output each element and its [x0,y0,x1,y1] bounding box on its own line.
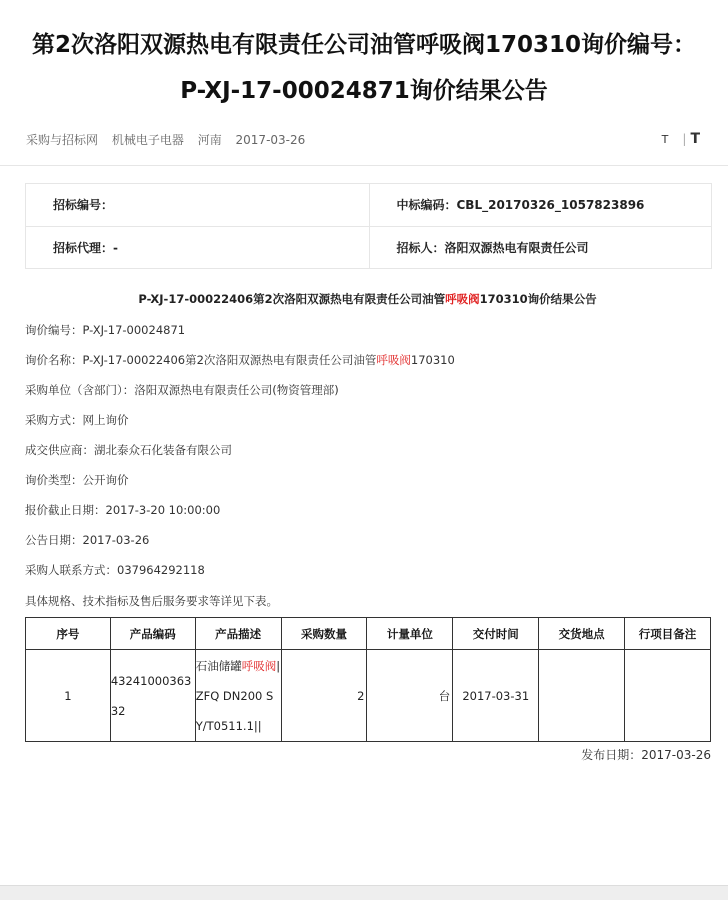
page-title [20,0,708,114]
font-separator: | [682,132,687,146]
th-seq: 序号 [26,618,111,650]
field-inquiry-name [25,352,455,368]
bid-info-box [25,183,712,269]
field-contact: 采购人联系方式：037964292118 [25,563,205,577]
field-details: 具体规格、技术指标及售后服务要求等详见下表。 [25,594,278,608]
font-big-button[interactable]: T [690,131,700,147]
inquiry-name-highlight: 呼吸阀 [376,353,411,367]
th-delivery: 交付时间 [453,618,539,650]
font-small-button[interactable]: T [661,133,669,146]
meta-bar [26,131,710,148]
field-purchaser: 采购单位（含部门）：洛阳双源热电有限责任公司(物资管理部) [25,383,339,397]
cell-desc [195,650,281,742]
notice-title-highlight: 呼吸阀 [445,292,480,306]
cell-qty: 2 [281,650,367,742]
th-remark: 行项目备注 [625,618,711,650]
field-inquiry-no: 询价编号：P-XJ-17-00024871 [25,323,186,337]
inquiry-name-post: 170310 [410,353,455,367]
th-location: 交货地点 [539,618,625,650]
cell-location [539,650,625,742]
notice-title-pre: P-XJ-17-00022406第2次洛阳双源热电有限责任公司油管 [138,292,446,306]
meta-source-link[interactable]: 采购与招标网 [26,133,99,147]
inquiry-name-pre: 询价名称：P-XJ-17-00022406第2次洛阳双源热电有限责任公司油管 [25,353,377,367]
th-qty: 采购数量 [281,618,367,650]
title-line-1: 第2次洛阳双源热电有限责任公司油管呼吸阀170310询价编号： [31,32,697,58]
bid-agent: 招标代理：- [53,241,118,255]
meta-date: 2017-03-26 [235,133,306,147]
field-announce-date: 公告日期：2017-03-26 [25,533,150,547]
field-method: 采购方式：网上询价 [25,413,129,427]
cell-unit: 台 [367,650,453,742]
cell-delivery: 2017-03-31 [453,650,539,742]
field-type: 询价类型：公开询价 [25,473,129,487]
cell-seq: 1 [26,650,111,742]
cell-remark [625,650,711,742]
items-table [25,617,711,742]
table-row [26,650,711,742]
win-code: 中标编码：CBL_20170326_1057823896 [369,184,712,226]
cell-code: 4324100036332 [110,650,195,742]
field-deadline: 报价截止日期：2017-3-20 10:00:00 [25,503,221,517]
desc-pre: 石油储罐 [195,658,242,673]
publish-date: 发布日期：2017-03-26 [581,748,711,762]
title-line-2: P-XJ-17-00024871询价结果公告 [180,78,548,104]
meta-region-link[interactable]: 河南 [197,133,222,147]
table-header-row [26,618,711,650]
desc-highlight: 呼吸阀 [241,658,277,673]
notice-title [0,291,728,307]
th-unit: 计量单位 [367,618,453,650]
meta-category-link[interactable]: 机械电子电器 [111,133,184,147]
field-supplier: 成交供应商：湖北泰众石化装备有限公司 [25,443,232,457]
divider [0,165,728,166]
desc-post: |ZFQ DN200 SY/T0511.1|| [195,658,281,733]
tenderer: 招标人：洛阳双源热电有限责任公司 [369,227,712,269]
font-size-switcher [662,131,710,147]
th-code: 产品编码 [110,618,195,650]
th-desc: 产品描述 [195,618,281,650]
notice-title-post: 170310询价结果公告 [479,292,597,306]
bottom-bar [0,885,728,900]
bid-number: 招标编号： [53,198,114,212]
